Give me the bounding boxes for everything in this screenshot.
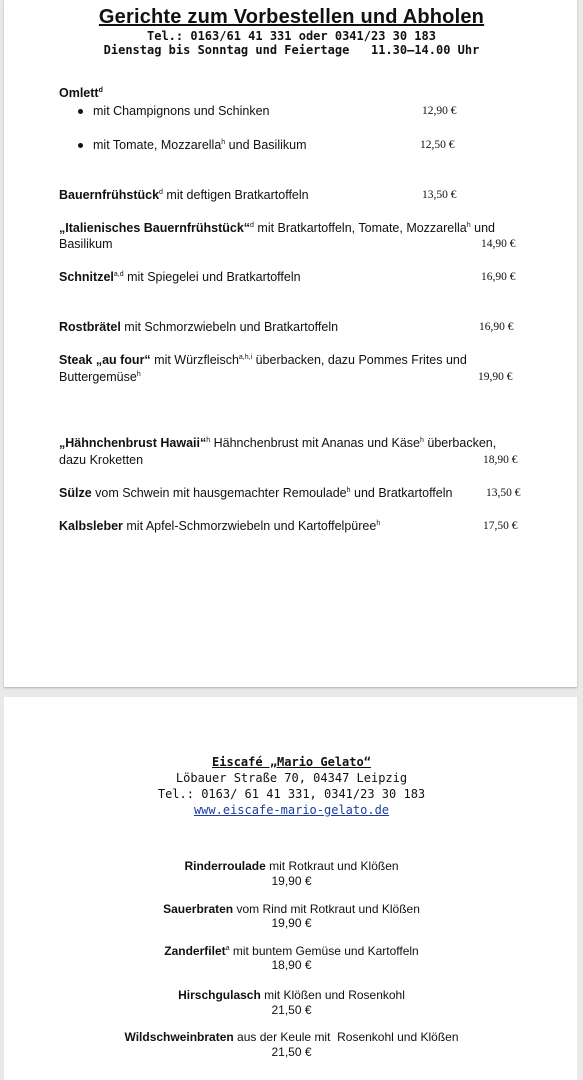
dish-zanderfilet-price: 18,90 € bbox=[271, 958, 312, 972]
dish-wildschweinbraten: Wildschweinbraten aus der Keule mit Rosenkohl und Klößen bbox=[124, 1030, 459, 1044]
dish-hirschgulasch: Hirschgulasch mit Klößen und Rosenkohl bbox=[178, 988, 405, 1002]
menu-item-rostbraetel: Rostbrätel mit Schmorzwiebeln und Bratkartoffeln bbox=[59, 320, 339, 334]
dish-zanderfilet: Zanderfilet$^a$ mit buntem Gemüse und Kartoffeln bbox=[164, 944, 419, 958]
price-bauernfruehstueck: 13,50 € bbox=[422, 189, 457, 201]
page-title: Gerichte zum Vorbestellen und Abholen bbox=[98, 6, 485, 28]
menu-item-italienisches: „Italienisches Bauernfrühstück“$^d$ mit Bratkartoffeln, Tomate, Mozzarella$^h$ und bbox=[59, 221, 496, 235]
menu-item-bauernfruehstueck: Bauernfrühstück$^d$ mit deftigen Bratkartoffeln bbox=[59, 188, 309, 202]
price-suelze: 13,50 € bbox=[486, 487, 521, 499]
opening-hours: Dienstag bis Sonntag und Feiertage 11.30–14.00 Uhr bbox=[103, 43, 480, 57]
price-rostbraetel: 16,90 € bbox=[479, 321, 514, 333]
bullet-icon bbox=[78, 143, 83, 148]
dish-rinderroulade-price: 19,90 € bbox=[271, 874, 312, 888]
phone-line: Tel.: 0163/61 41 331 oder 0341/23 30 183 bbox=[147, 29, 436, 43]
menu-item-steak: Steak „au four“ mit Würzfleisch$^{a,h,i}$ überbacken, dazu Pommes Frites und bbox=[59, 353, 467, 367]
menu-item-suelze: Sülze vom Schwein mit hausgemachter Remoulade$^h$ und Bratkartoffeln bbox=[59, 486, 453, 500]
price-italienisches: 14,90 € bbox=[481, 238, 516, 250]
price-steak: 19,90 € bbox=[478, 371, 513, 383]
price-kalbsleber: 17,50 € bbox=[483, 520, 518, 532]
price-schnitzel: 16,90 € bbox=[481, 271, 516, 283]
dish-hirschgulasch-price: 21,50 € bbox=[271, 1003, 312, 1017]
menu-item-haehnchenbrust-line2: dazu Kroketten bbox=[59, 453, 144, 467]
cafe-phone: Tel.: 0163/ 61 41 331, 0341/23 30 183 bbox=[157, 787, 426, 801]
omlett-option-2-price: 12,50 € bbox=[420, 139, 455, 151]
omlett-heading: Omlett$^d$ bbox=[59, 86, 103, 100]
menu-page-1 bbox=[4, 0, 577, 687]
menu-item-schnitzel: Schnitzel$^{a,d}$ mit Spiegelei und Bratkartoffeln bbox=[59, 270, 301, 284]
bullet-icon bbox=[78, 109, 83, 114]
cafe-address: Löbauer Straße 70, 04347 Leipzig bbox=[175, 771, 408, 785]
menu-item-steak-line2: Buttergemüse$^h$ bbox=[59, 370, 141, 384]
menu-item-italienisches-line2: Basilikum bbox=[59, 237, 113, 251]
dish-wildschweinbraten-price: 21,50 € bbox=[271, 1045, 312, 1059]
omlett-option-2: mit Tomate, Mozzarella$^h$ und Basilikum bbox=[93, 138, 307, 152]
price-haehnchenbrust: 18,90 € bbox=[483, 454, 518, 466]
omlett-option-1-price: 12,90 € bbox=[422, 105, 457, 117]
dish-sauerbraten-price: 19,90 € bbox=[271, 916, 312, 930]
menu-item-kalbsleber: Kalbsleber mit Apfel-Schmorzwiebeln und Kartoffelpüree$^h$ bbox=[59, 519, 381, 533]
omlett-option-1: mit Champignons und Schinken bbox=[93, 104, 270, 118]
cafe-name: Eiscafé „Mario Gelato“ bbox=[212, 755, 371, 769]
dish-rinderroulade: Rinderroulade mit Rotkraut und Klößen bbox=[184, 859, 399, 873]
menu-item-haehnchenbrust: „Hähnchenbrust Hawaii“$^h$ Hähnchenbrust mit Ananas und Käse$^h$ überbacken, bbox=[59, 436, 497, 450]
dish-sauerbraten: Sauerbraten vom Rind mit Rotkraut und Klößen bbox=[163, 902, 420, 916]
cafe-website-link[interactable]: www.eiscafe-mario-gelato.de bbox=[193, 803, 390, 817]
